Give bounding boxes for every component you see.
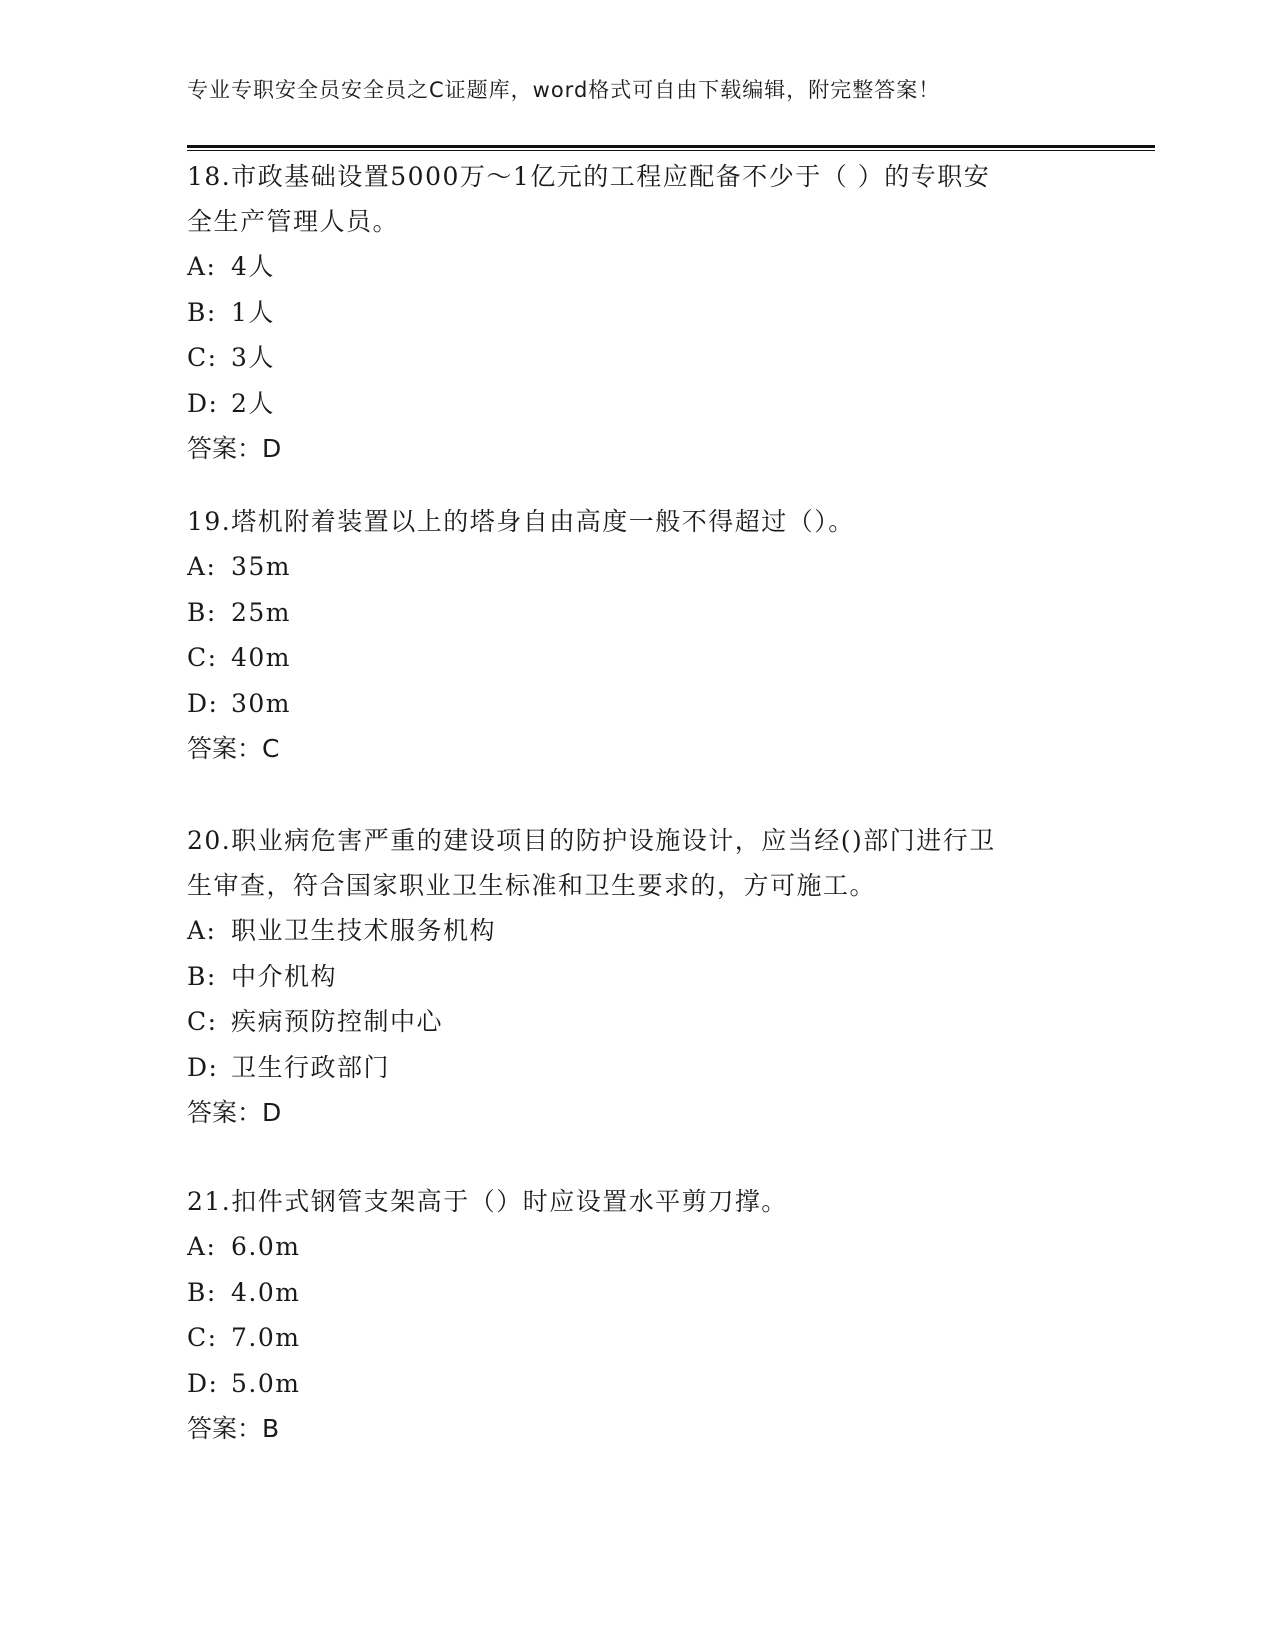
option-text: 中介机构: [231, 961, 338, 991]
question-text-line: 21.扣件式钢管支架高于（）时应设置水平剪刀撑。: [187, 1187, 788, 1216]
option-text: 2人: [231, 388, 275, 418]
question-20: [187, 818, 1087, 1135]
option-b: [187, 290, 1087, 336]
option-key: B:: [187, 961, 217, 991]
question-19: [187, 499, 1087, 771]
answer-line: 答案：B: [187, 1414, 280, 1443]
question-text-line: 20.职业病危害严重的建设项目的防护设施设计，应当经()部门进行卫: [187, 826, 996, 855]
question-text-line: 19.塔机附着装置以上的塔身自由高度一般不得超过（）。: [187, 507, 855, 536]
question-text-line: 全生产管理人员。: [187, 207, 400, 236]
option-text: 职业卫生技术服务机构: [231, 916, 497, 945]
option-key: A:: [187, 252, 217, 281]
answer-line: 答案：D: [187, 1098, 282, 1127]
option-key: B:: [187, 297, 217, 327]
option-key: C:: [187, 643, 218, 672]
answer-line: 答案：C: [187, 734, 280, 763]
option-key: B:: [187, 597, 217, 627]
option-key: C:: [187, 1323, 218, 1352]
question-text-line: 生审查，符合国家职业卫生标准和卫生要求的，方可施工。: [187, 871, 877, 900]
option-text: 25m: [231, 597, 292, 627]
option-c: [187, 1315, 1087, 1361]
question-18: [187, 154, 1087, 471]
option-key: A:: [187, 916, 217, 945]
option-text: 6.0m: [231, 1232, 301, 1261]
option-a: [187, 244, 1087, 290]
option-text: 4.0m: [231, 1277, 301, 1307]
option-a: [187, 1224, 1087, 1270]
document-header: 专业专职安全员安全员之C证题库，word格式可自由下载编辑，附完整答案！: [187, 78, 941, 102]
option-key: D:: [187, 1368, 219, 1398]
option-c: [187, 635, 1087, 681]
option-text: 3人: [231, 343, 275, 372]
option-b: [187, 590, 1087, 636]
option-d: [187, 1045, 1087, 1091]
option-text: 卫生行政部门: [231, 1052, 391, 1082]
option-c: [187, 999, 1087, 1045]
option-text: 35m: [231, 552, 292, 581]
header-divider-thick: [187, 145, 1155, 148]
header-divider-thin: [187, 150, 1155, 151]
question-21: [187, 1179, 1087, 1451]
option-text: 5.0m: [231, 1368, 301, 1398]
option-text: 疾病预防控制中心: [231, 1007, 444, 1036]
option-key: D:: [187, 688, 219, 718]
option-a: [187, 544, 1087, 590]
option-text: 4人: [231, 252, 275, 281]
option-key: D:: [187, 1052, 219, 1082]
option-c: [187, 335, 1087, 381]
option-text: 40m: [231, 643, 292, 672]
option-text: 1人: [231, 297, 275, 327]
option-key: C:: [187, 1007, 218, 1036]
option-key: A:: [187, 552, 217, 581]
question-text-line: 18.市政基础设置5000万～1亿元的工程应配备不少于（ ）的专职安: [187, 162, 991, 191]
option-d: [187, 381, 1087, 427]
option-text: 7.0m: [231, 1323, 301, 1352]
option-b: [187, 954, 1087, 1000]
option-key: C:: [187, 343, 218, 372]
option-d: [187, 681, 1087, 727]
answer-line: 答案：D: [187, 434, 282, 463]
option-key: B:: [187, 1277, 217, 1307]
option-key: D:: [187, 388, 219, 418]
option-a: [187, 908, 1087, 954]
option-b: [187, 1270, 1087, 1316]
option-key: A:: [187, 1232, 217, 1261]
option-d: [187, 1361, 1087, 1407]
option-text: 30m: [231, 688, 292, 718]
